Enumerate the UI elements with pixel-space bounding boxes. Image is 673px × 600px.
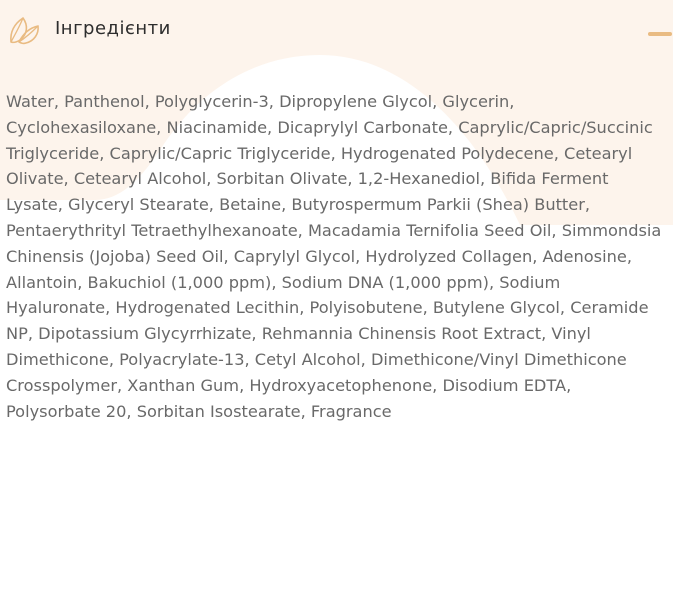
collapse-toggle-button[interactable] <box>648 27 672 41</box>
ingredients-list-text: Water, Panthenol, Polyglycerin-3, Dipropylene Glycol, Glycerin, Cyclohexasiloxane, Niacinamide, Dicaprylyl Carbonate, Caprylic/Capric/Succinic Triglyceride, Caprylic/Capric Triglyceride, Hydrogenated Polydecene, Cetearyl Olivate, Cetearyl Alcohol, Sorbitan Olivate, 1,2-Hexanediol, Bifida Ferment Lysate, Glyceryl Stearate, Betaine, Butyrospermum Parkii (Shea) Butter, Pentaerythrityl Tetraethylhexanoate, Macadamia Ternifolia Seed Oil, Simmondsia Chinensis (Jojoba) Seed Oil, Caprylyl Glycol, Hydrolyzed Collagen, Adenosine, Allantoin, Bakuchiol (1,000 ppm), Sodium DNA (1,000 ppm), Sodium Hyaluronate, Hydrogenated Lecithin, Polyisobutene, Butylene Glycol, Ceramide NP, Dipotassium Glycyrrhizate, Rehmannia Chinensis Root Extract, Vinyl Dimethicone, Polyacrylate-13, Cetyl Alcohol, Dimethicone/Vinyl Dimethicone Crosspolymer, Xanthan Gum, Hydroxyacetophenone, Disodium EDTA, Polysorbate 20, Sorbitan Isostearate, Fragrance <box>6 92 662 421</box>
minus-icon <box>648 32 672 36</box>
section-title: Інгредієнти <box>55 18 171 39</box>
leaf-icon <box>6 12 42 48</box>
ingredients-header[interactable] <box>0 0 673 62</box>
